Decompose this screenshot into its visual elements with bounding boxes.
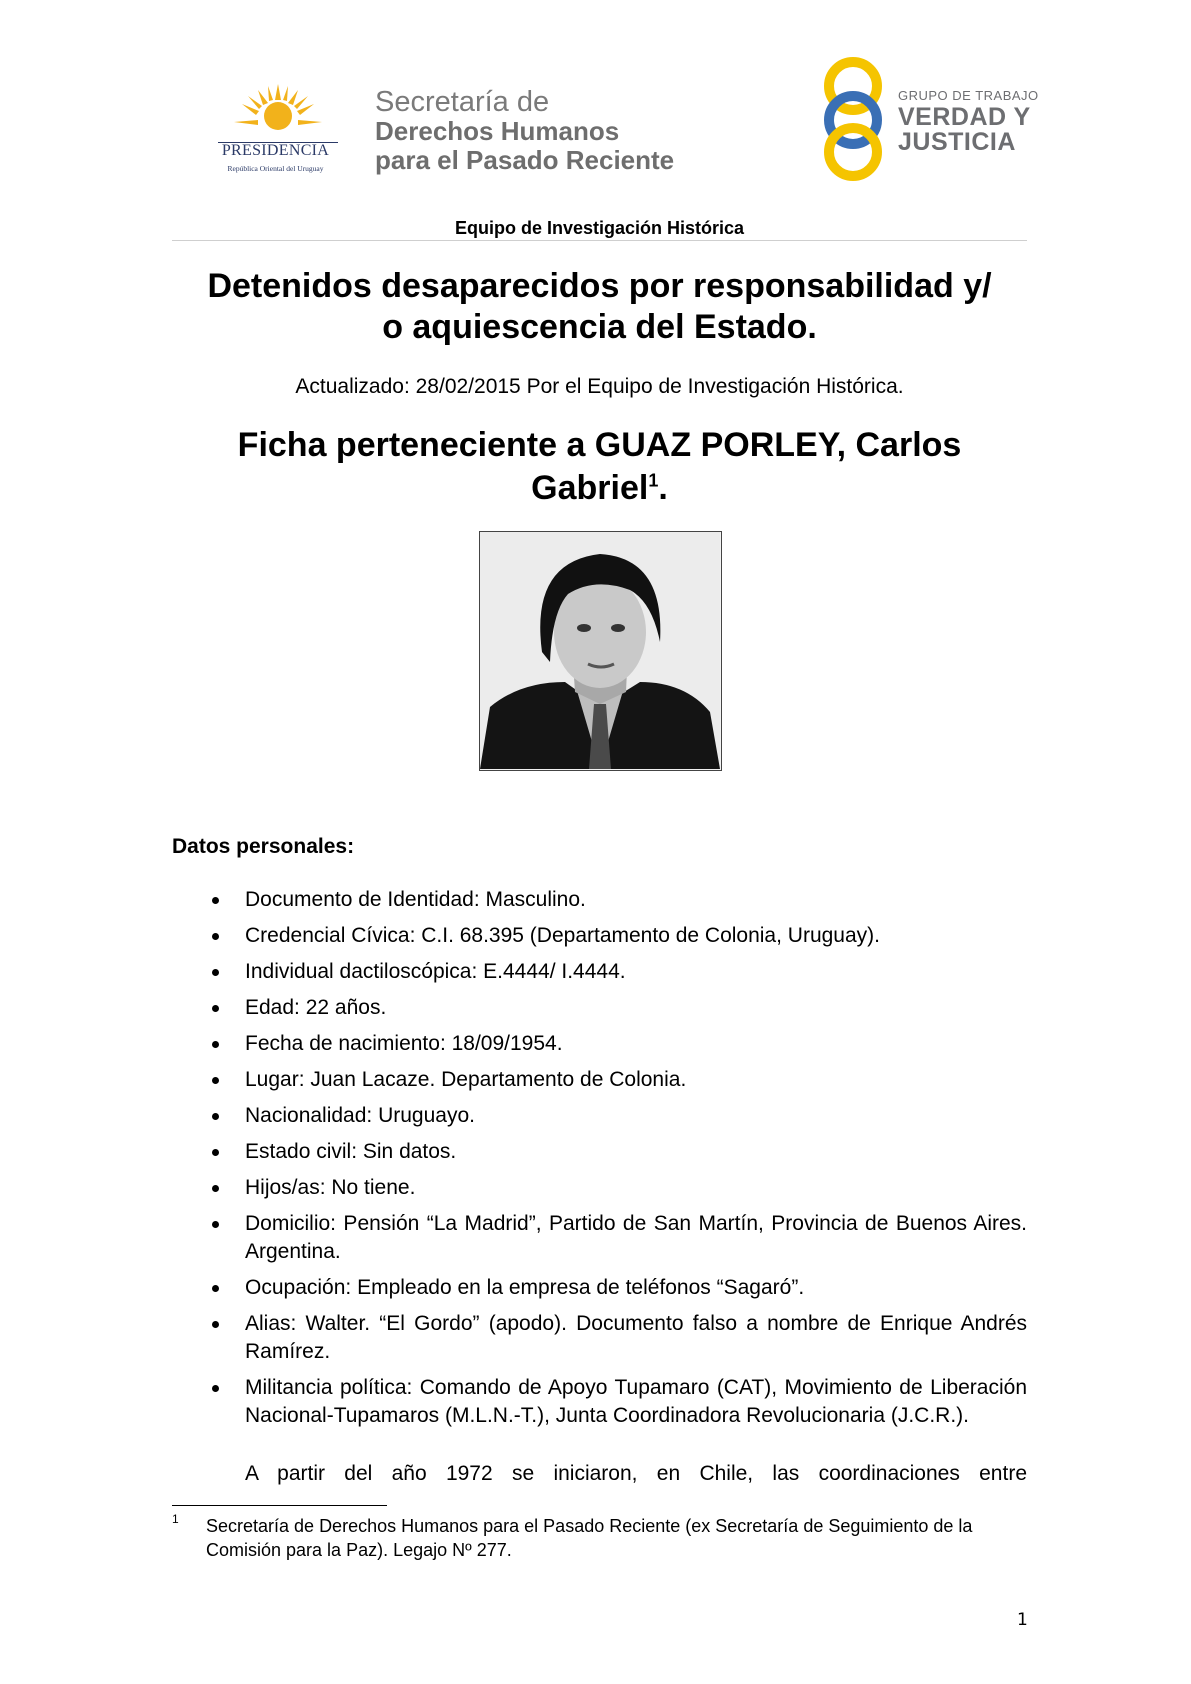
grupo-label: GRUPO DE TRABAJO xyxy=(898,88,1039,103)
footnote-rule xyxy=(172,1505,387,1506)
footnote-ref[interactable]: 1 xyxy=(648,470,659,491)
team-heading: Equipo de Investigación Histórica xyxy=(454,218,745,238)
ficha-line-2 xyxy=(172,467,1027,510)
list-item xyxy=(172,922,1027,950)
verdad-label: VERDAD Y xyxy=(898,103,1031,131)
item-text: Edad: 22 años. xyxy=(245,996,387,1019)
secretaria-line-2: Derechos Humanos xyxy=(375,116,620,146)
item-text: Credencial Cívica: C.I. 68.395 (Departamento de Colonia, Uruguay). xyxy=(245,924,880,947)
list-item xyxy=(172,958,1027,986)
list-item xyxy=(172,886,1027,914)
item-text: Lugar: Juan Lacaze. Departamento de Colonia. xyxy=(245,1068,687,1091)
item-text: Estado civil: Sin datos. xyxy=(245,1140,457,1163)
presidencia-subtitle: República Oriental del Uruguay xyxy=(227,164,324,173)
presidencia-logo xyxy=(198,82,353,182)
bullet-icon xyxy=(212,1041,219,1048)
secretaria-line-3: para el Pasado Reciente xyxy=(375,145,675,175)
list-item xyxy=(172,1274,1027,1302)
datos-heading: Datos personales: xyxy=(172,835,355,858)
item-text: Individual dactiloscópica: E.4444/ I.4444. xyxy=(245,960,626,983)
ficha-title xyxy=(172,424,1027,510)
item-text: Alias: Walter. “El Gordo” (apodo). Documento falso a nombre de Enrique Andrés Ramírez. xyxy=(245,1312,1027,1363)
secretaria-line-1: Secretaría de xyxy=(375,86,550,118)
item-text: Militancia política: Comando de Apoyo Tupamaro (CAT), Movimiento de Liberación Nacional-Tupamaros (M.L.N.-T.), Junta Coordinadora Revolucionaria (J.C.R.). xyxy=(245,1376,1027,1427)
list-item xyxy=(172,1102,1027,1130)
list-item xyxy=(172,1066,1027,1094)
bullet-icon xyxy=(212,1005,219,1012)
ficha-name: Gabriel xyxy=(531,469,649,507)
bullet-icon xyxy=(212,1077,219,1084)
ficha-end: . xyxy=(658,469,668,507)
bullet-icon xyxy=(212,1285,219,1292)
bullet-icon xyxy=(212,1221,219,1228)
list-item xyxy=(172,1210,1027,1266)
bullet-icon xyxy=(212,1185,219,1192)
verdad-justicia-logo xyxy=(815,56,1039,182)
ficha-line-1: Ficha perteneciente a GUAZ PORLEY, Carlos xyxy=(237,426,962,464)
list-item xyxy=(172,1174,1027,1202)
item-text: Ocupación: Empleado en la empresa de teléfonos “Sagaró”. xyxy=(245,1276,805,1299)
bullet-icon xyxy=(212,1385,219,1392)
secretaria-logo-text xyxy=(375,88,695,175)
item-text: Documento de Identidad: Masculino. xyxy=(245,888,586,911)
presidencia-name: PRESIDENCIA xyxy=(221,142,330,159)
item-text: Domicilio: Pensión “La Madrid”, Partido de San Martín, Provincia de Buenos Aires. Argentina. xyxy=(245,1212,1027,1263)
bullet-icon xyxy=(212,933,219,940)
title-line-1: Detenidos desaparecidos por responsabilidad y/ xyxy=(207,267,992,305)
sun-icon xyxy=(228,82,328,142)
footnote-number: 1 xyxy=(172,1512,179,1526)
list-item xyxy=(172,1030,1027,1058)
justicia-label: JUSTICIA xyxy=(898,128,1016,156)
updated-line: Actualizado: 28/02/2015 Por el Equipo de Investigación Histórica. xyxy=(295,375,904,398)
bullet-icon xyxy=(212,1113,219,1120)
item-text: Fecha de nacimiento: 18/09/1954. xyxy=(245,1032,563,1055)
title-line-2: o aquiescencia del Estado. xyxy=(382,308,817,346)
page-number: 1 xyxy=(1017,1610,1028,1630)
rings-icon xyxy=(815,56,895,182)
datos-list xyxy=(172,886,1027,1438)
list-item xyxy=(172,1310,1027,1366)
item-text: Hijos/as: No tiene. xyxy=(245,1176,416,1199)
item-text: Nacionalidad: Uruguayo. xyxy=(245,1104,475,1127)
header-divider xyxy=(172,240,1027,241)
bullet-icon xyxy=(212,897,219,904)
list-item xyxy=(172,1138,1027,1166)
portrait-image xyxy=(480,532,720,769)
footnote-text: Secretaría de Derechos Humanos para el Pasado Reciente (ex Secretaría de Seguimiento de la Comisión para la Paz). Legajo Nº 277. xyxy=(206,1516,973,1560)
list-item xyxy=(172,1374,1027,1430)
bullet-icon xyxy=(212,1149,219,1156)
bullet-icon xyxy=(212,1321,219,1328)
document-title xyxy=(172,266,1027,348)
bullet-icon xyxy=(212,969,219,976)
body-paragraph: A partir del año 1972 se iniciaron, en Chile, las coordinaciones entre xyxy=(245,1462,1027,1485)
portrait-photo xyxy=(479,531,722,771)
list-item xyxy=(172,994,1027,1022)
